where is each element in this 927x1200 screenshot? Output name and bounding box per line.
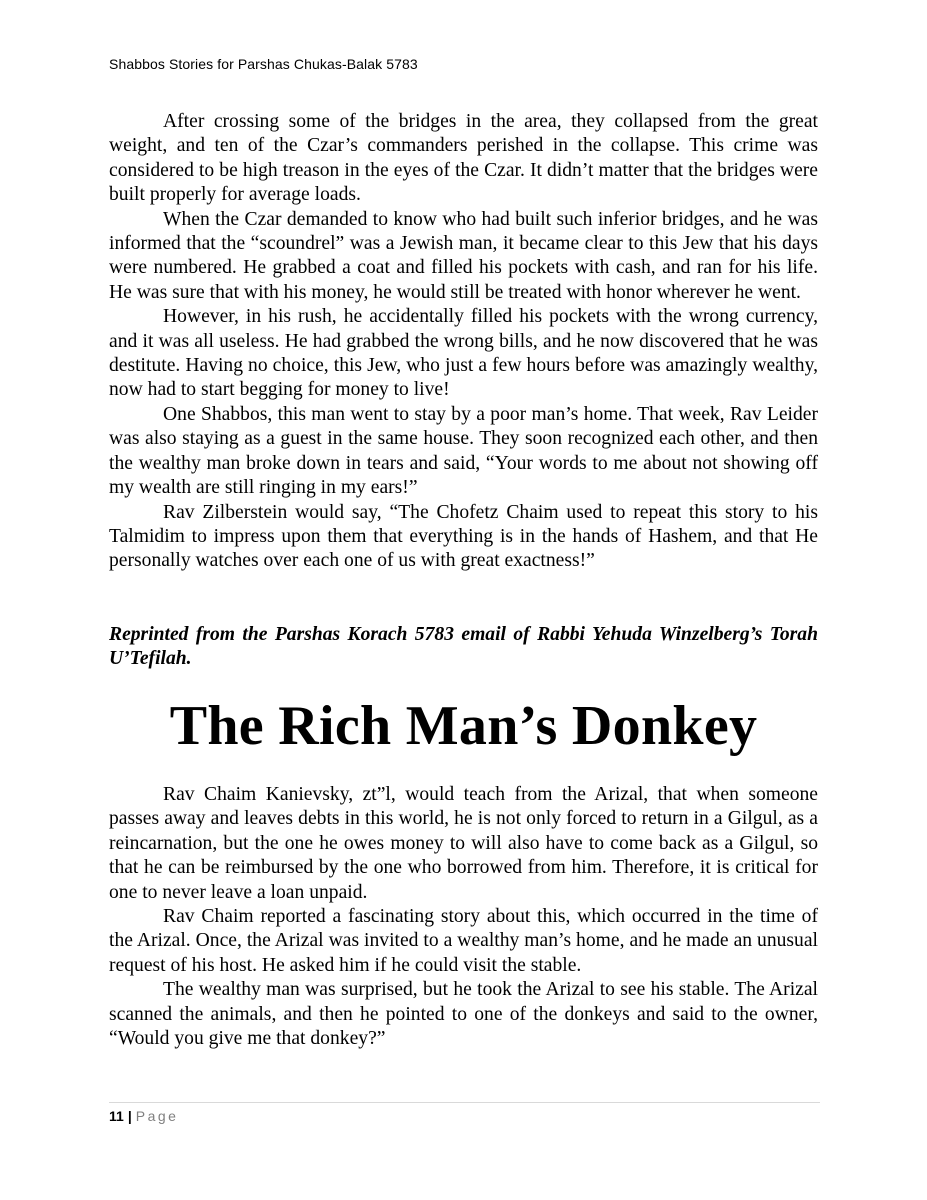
page-label: Page <box>135 1108 179 1124</box>
reprint-credit: Reprinted from the Parshas Korach 5783 email of Rabbi Yehuda Winzelberg’s Torah U’Tefilah. <box>109 624 818 670</box>
paragraph: Rav Chaim Kanievsky, zt”l, would teach from the Arizal, that when someone passes away and leaves debts in this world, he is not only forced to return in a Gilgul, as a reincarnation, but the one he owes money to will also have to come back as a Gilgul, so that he can be reimbursed by the one who borrowed from him. Therefore, it is critical for one to never leave a loan unpaid. <box>109 784 818 903</box>
paragraph: When the Czar demanded to know who had built such inferior bridges, and he was informed that the “scoundrel” was a Jewish man, it became clear to this Jew that his days were numbered. He grabbed a coat and filled his pockets with cash, and ran for his life. He was sure that with his money, he would still be treated with honor wherever he went. <box>109 208 818 303</box>
paragraph: After crossing some of the bridges in the area, they collapsed from the great weight, and ten of the Czar’s commanders perished in the collapse. This crime was considered to be high treason in the eyes of the Czar. It didn’t matter that the bridges were built properly for average loads. <box>109 111 818 206</box>
paragraph: Rav Zilberstein would say, “The Chofetz Chaim used to repeat this story to his Talmidim to impress upon them that everything is in the hands of Hashem, and that He personally watches over each one of us with great exactness!” <box>109 501 818 572</box>
paragraph: However, in his rush, he accidentally filled his pockets with the wrong currency, and it was all useless. He had grabbed the wrong bills, and he now discovered that he was destitute. Having no choice, this Jew, who just a few hours before was amazingly wealthy, now had to start begging for money to live! <box>109 306 818 401</box>
running-header: Shabbos Stories for Parshas Chukas-Balak 5783 <box>109 56 418 72</box>
page-footer <box>109 1106 178 1126</box>
paragraph: Rav Chaim reported a fascinating story about this, which occurred in the time of the Arizal. Once, the Arizal was invited to a wealthy man’s home, and he made an unusual request of his host. He asked him if he could visit the stable. <box>109 906 818 976</box>
story-continuation <box>109 110 818 574</box>
story-title: The Rich Man’s Donkey <box>169 695 758 757</box>
page-number: 11 <box>109 1108 124 1124</box>
footer-divider <box>109 1102 820 1103</box>
paragraph: One Shabbos, this man went to stay by a poor man’s home. That week, Rav Leider was also staying as a guest in the same house. They soon recognized each other, and then the wealthy man broke down in tears and said, “Your words to me about not showing off my wealth are still ringing in my ears!” <box>109 403 818 499</box>
story-body <box>109 783 818 1051</box>
paragraph: The wealthy man was surprised, but he took the Arizal to see his stable. The Arizal scanned the animals, and then he pointed to one of the donkeys and said to the owner, “Would you give me that donkey?” <box>109 979 818 1050</box>
footer-separator: | <box>127 1108 132 1124</box>
